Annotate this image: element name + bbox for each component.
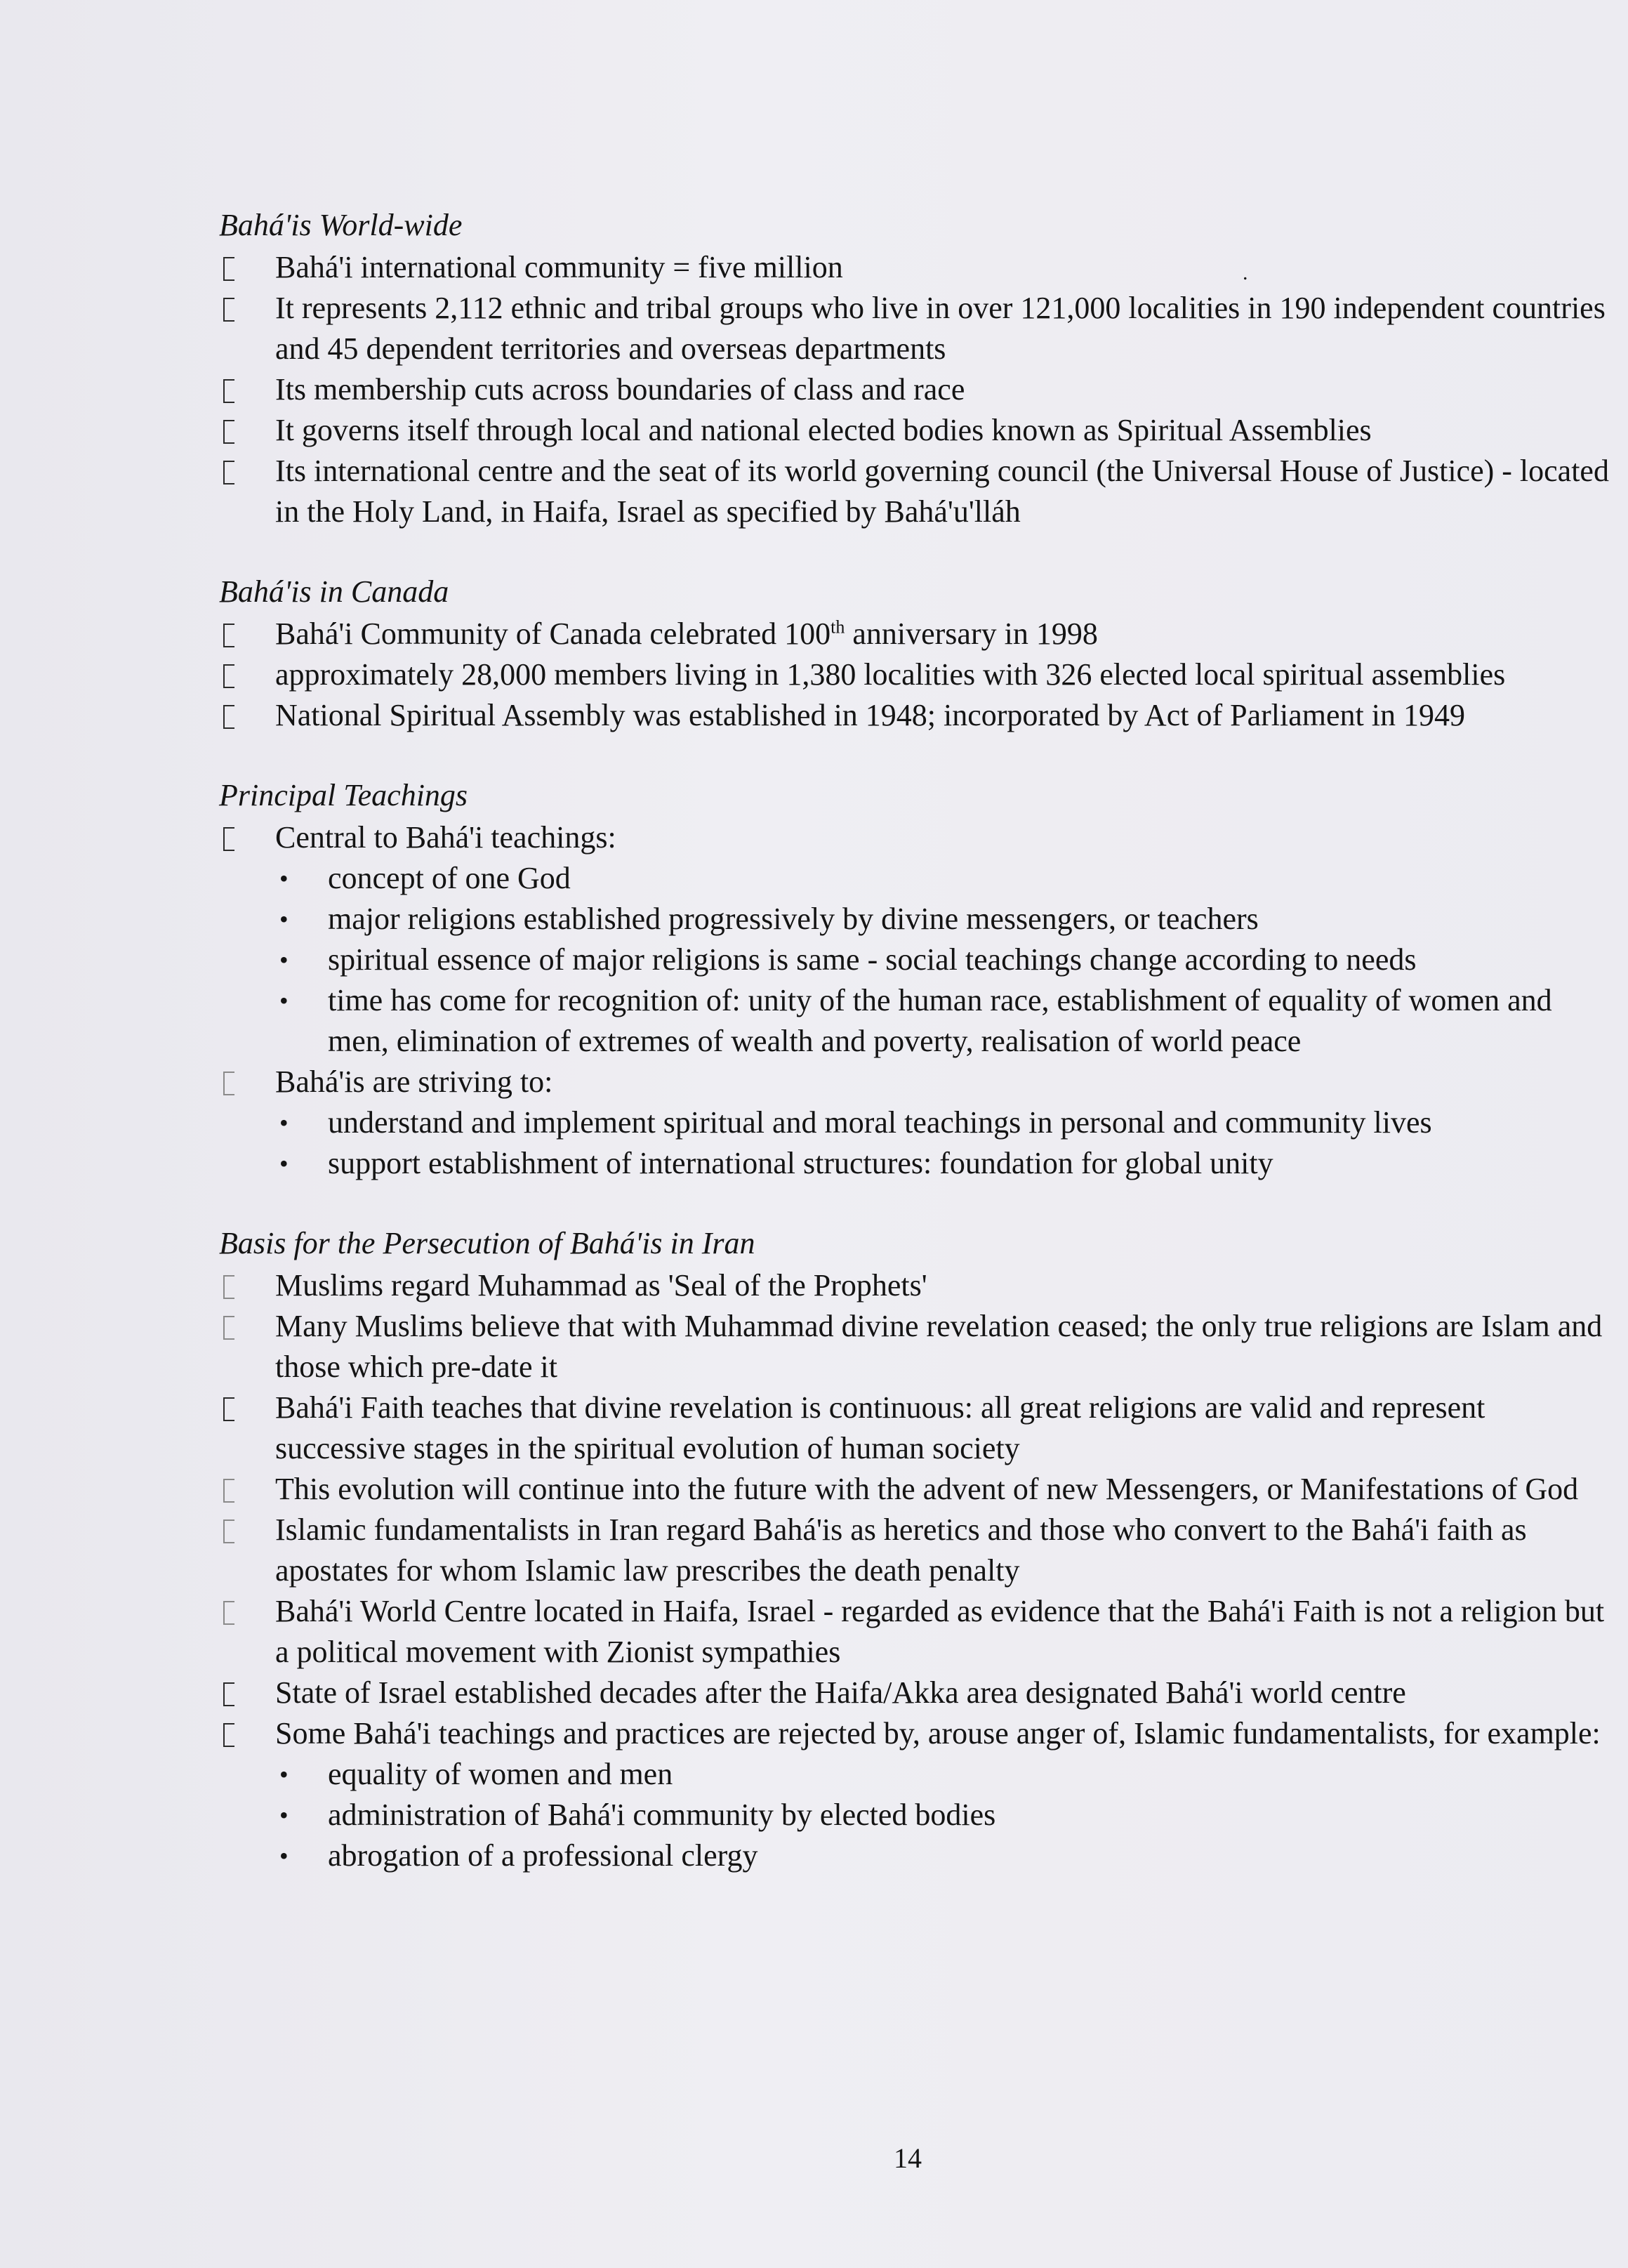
item-text: Bahá'i World Centre located in Haifa, Israel - regarded as evidence that the Bahá'i Faith is not a religion but a political movement with Zionist sympathies [275,1594,1605,1669]
checkbox-bullet-icon [223,664,234,688]
checkbox-bullet-icon [223,420,234,444]
item-text: Bahá'i international community = five million [275,250,843,284]
item-text: National Spiritual Assembly was established in 1948; incorporated by Act of Parliament in 1949 [275,698,1465,732]
item-text: Islamic fundamentalists in Iran regard Bahá'is as heretics and those who convert to the Bahá'i faith as apostates for whom Islamic law prescribes the death penalty [275,1512,1527,1588]
section-canada [219,572,1609,736]
list-item [219,654,1609,695]
sub-list-item [219,980,1609,1062]
list-item [219,288,1609,369]
item-text: Muslims regard Muhammad as 'Seal of the Prophets' [275,1268,927,1303]
sub-list-item [219,1143,1609,1184]
list-item [219,817,1609,858]
checkbox-bullet-icon [223,1723,234,1747]
list-item [219,1062,1609,1102]
list-item [219,369,1609,410]
bullet-dot-icon: • [279,1842,289,1870]
item-text: Its membership cuts across boundaries of class and race [275,372,965,407]
item-text: approximately 28,000 members living in 1,380 localities with 326 elected local spiritual assemblies [275,657,1506,692]
sub-list-item [219,899,1609,939]
checkbox-bullet-icon [223,705,234,729]
ink-speck: . [1243,261,1248,284]
subitem-text: support establishment of international structures: foundation for global unity [328,1146,1273,1180]
item-text: State of Israel established decades after the Haifa/Akka area designated Bahá'i world centre [275,1675,1406,1710]
document-body [219,205,1609,1916]
checkbox-bullet-icon [223,1479,234,1503]
subitem-text: major religions established progressively by divine messengers, or teachers [328,902,1259,936]
subitem-text: abrogation of a professional clergy [328,1838,758,1873]
checkbox-bullet-icon [223,1682,234,1706]
superscript: th [830,617,845,638]
checkbox-bullet-icon [223,624,234,647]
item-text: Central to Bahá'i teachings: [275,820,616,855]
item-text: It represents 2,112 ethnic and tribal groups who live in over 121,000 localities in 190 independent countries and 45 dependent territories and overseas departments [275,291,1606,366]
subitem-text: time has come for recognition of: unity of the human race, establishment of equality of women and men, elimination of extremes of wealth and poverty, realisation of world peace [328,983,1552,1058]
bullet-dot-icon: • [279,1109,289,1137]
item-text: Some Bahá'i teachings and practices are rejected by, arouse anger of, Islamic fundamentalists, for example: [275,1716,1601,1751]
item-text: Many Muslims believe that with Muhammad divine revelation ceased; the only true religions are Islam and those which pre-date it [275,1309,1603,1384]
bullet-dot-icon: • [279,905,289,933]
section-heading: Bahá'is in Canada [219,574,449,609]
checkbox-bullet-icon [223,1601,234,1625]
list-item [219,1306,1609,1387]
section-heading: Bahá'is World-wide [219,208,463,242]
item-text: Its international centre and the seat of its world governing council (the Universal House of Justice) - located in the Holy Land, in Haifa, Israel as specified by Bahá'u'lláh [275,454,1609,529]
sub-list-item [219,1835,1609,1876]
sub-list-item [219,939,1609,980]
checkbox-bullet-icon [223,1072,234,1095]
subitem-text: equality of women and men [328,1757,673,1791]
page-number: 14 [894,2142,922,2174]
list-item [219,614,1609,654]
bullet-dot-icon: • [279,1760,289,1788]
list-item [219,410,1609,451]
list-item [219,1265,1609,1306]
checkbox-bullet-icon [223,1316,234,1340]
checkbox-bullet-icon [223,461,234,484]
bullet-dot-icon: • [279,987,289,1015]
checkbox-bullet-icon [223,827,234,851]
list-item [219,247,1609,288]
list-item [219,1387,1609,1469]
sub-list-item [219,1102,1609,1143]
sub-list-item [219,1754,1609,1795]
list-item [219,1469,1609,1510]
checkbox-bullet-icon [223,1397,234,1421]
list-item [219,451,1609,532]
section-heading: Principal Teachings [219,778,468,812]
subitem-text: concept of one God [328,861,571,895]
list-item [219,1591,1609,1673]
list-item [219,695,1609,736]
item-text: Bahá'is are striving to: [275,1064,553,1099]
sub-list-item [219,1795,1609,1835]
subitem-text: understand and implement spiritual and moral teachings in personal and community lives [328,1105,1432,1140]
list-item [219,1510,1609,1591]
section-principal-teachings [219,775,1609,1184]
sub-list-item [219,858,1609,899]
bullet-dot-icon: • [279,864,289,892]
item-text: This evolution will continue into the future with the advent of new Messengers, or Manifestations of God [275,1472,1579,1506]
section-world-wide [219,205,1609,532]
checkbox-bullet-icon [223,257,234,281]
checkbox-bullet-icon [223,298,234,322]
section-heading: Basis for the Persecution of Bahá'is in Iran [219,1226,755,1260]
checkbox-bullet-icon [223,1519,234,1543]
item-text: Bahá'i Community of Canada celebrated 100 [275,617,831,651]
bullet-dot-icon: • [279,946,289,974]
list-item [219,1673,1609,1713]
subitem-text: administration of Bahá'i community by elected bodies [328,1798,996,1832]
item-text: anniversary in 1998 [845,617,1098,651]
item-text: It governs itself through local and national elected bodies known as Spiritual Assemblies [275,413,1372,447]
subitem-text: spiritual essence of major religions is same - social teachings change according to needs [328,942,1417,977]
list-item [219,1713,1609,1754]
checkbox-bullet-icon [223,379,234,403]
checkbox-bullet-icon [223,1275,234,1299]
bullet-dot-icon: • [279,1149,289,1178]
bullet-dot-icon: • [279,1801,289,1829]
section-persecution-basis [219,1223,1609,1876]
item-text: Bahá'i Faith teaches that divine revelation is continuous: all great religions are valid and represent successive stages in the spiritual evolution of human society [275,1390,1485,1465]
